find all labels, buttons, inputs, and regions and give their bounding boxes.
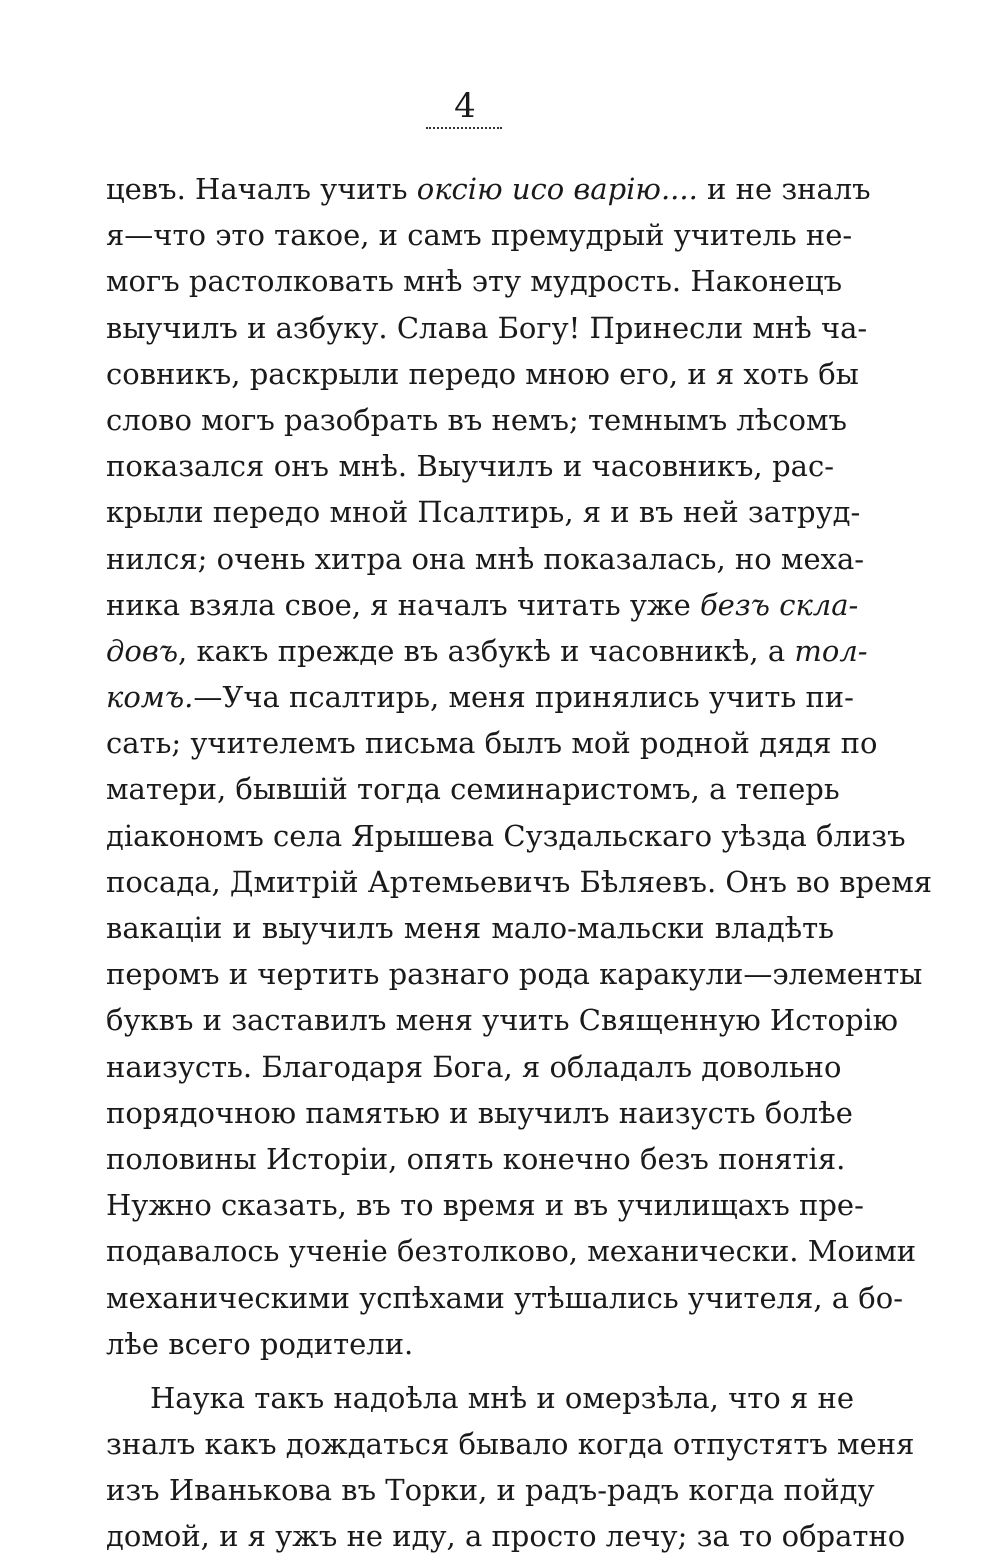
text-segment: я—что это такое, и самъ премудрый учитель не- <box>106 218 853 253</box>
text-segment: Наука такъ надоѣла мнѣ и омерзѣла, что я не <box>150 1380 854 1415</box>
text-segment: изъ Иванькова въ Торки, и радъ-радъ когда пойду <box>106 1473 875 1508</box>
text-segment: порядочною памятью и выучилъ наизусть болѣе <box>106 1095 853 1130</box>
text-segment: вакаціи и выучилъ меня мало-мальски владѣть <box>106 911 834 945</box>
text-line <box>106 1044 842 1090</box>
text-segment: крыли передо мной Псалтирь, я и въ ней затруд- <box>106 495 861 530</box>
body-text <box>106 166 933 1560</box>
italic-text-segment: оксію исо варію.... <box>416 172 698 206</box>
text-segment: могъ растолковать мнѣ эту мудрость. Наконецъ <box>106 264 843 299</box>
text-line <box>106 582 859 628</box>
text-segment: лѣе всего родители. <box>106 1326 414 1361</box>
text-segment: показался онъ мнѣ. Выучилъ и часовникъ, рас- <box>106 449 834 484</box>
text-line <box>106 1136 846 1182</box>
text-line <box>106 674 854 720</box>
text-segment: —Уча псалтирь, меня принялись учить пи- <box>193 680 854 715</box>
text-line <box>106 1275 904 1321</box>
text-line <box>106 351 859 397</box>
text-segment: совникъ, раскрыли передо мною его, и я хоть бы <box>106 356 859 391</box>
page-number-rule <box>426 127 502 129</box>
text-segment: , какъ прежде въ азбукѣ и часовникѣ, а <box>178 633 795 668</box>
text-segment: подавалось ученіе безтолково, механически. Моими <box>106 1234 917 1269</box>
text-line <box>106 166 871 212</box>
text-segment: выучилъ и азбуку. Слава Богу! Принесли мнѣ ча- <box>106 310 868 345</box>
text-line <box>106 536 865 582</box>
text-line <box>106 397 848 443</box>
text-segment: половины Исторіи, опять конечно безъ понятія. <box>106 1141 846 1176</box>
text-segment: цевъ. Началъ учить <box>106 172 417 206</box>
text-line <box>106 1321 834 1367</box>
text-segment: наизусть. Благодаря Бога, я обладалъ довольно <box>106 1049 842 1084</box>
text-segment: сать; учителемъ письма былъ мой родной дядя по <box>106 726 878 761</box>
text-line <box>106 859 933 905</box>
italic-text-segment: безъ скла- <box>699 587 859 622</box>
text-line <box>106 258 843 304</box>
text-line <box>106 1421 915 1467</box>
text-line <box>106 951 923 997</box>
text-segment: перомъ и чертить разнаго рода каракули—элементы <box>106 957 923 992</box>
text-segment: нился; очень хитра она мнѣ показалась, но меха- <box>106 541 865 576</box>
text-line <box>106 212 853 258</box>
text-line <box>106 1182 864 1228</box>
text-segment: буквъ и заставилъ меня учить Священную Исторію <box>106 1003 899 1038</box>
text-line <box>106 1090 853 1136</box>
text-segment: ника взяла свое, я началъ читать уже <box>106 587 700 622</box>
text-line <box>106 905 834 951</box>
text-segment: механическими успѣхами утѣшались учителя, а бо- <box>106 1280 904 1315</box>
text-line <box>106 1228 917 1274</box>
page-number: 4 <box>454 86 476 126</box>
text-line <box>106 720 878 766</box>
text-line <box>106 1375 854 1421</box>
text-segment: слово могъ разобрать въ немъ; темнымъ лѣсомъ <box>106 402 848 437</box>
text-line <box>106 997 899 1043</box>
text-line <box>106 1467 875 1513</box>
text-line <box>106 628 868 674</box>
text-line <box>106 766 840 812</box>
text-segment: и не зналъ <box>697 172 871 206</box>
text-segment: домой, и я ужъ не иду, а просто лечу; за то обратно <box>106 1519 906 1554</box>
text-segment: Нужно сказать, въ то время и въ училищахъ пре- <box>106 1188 864 1223</box>
text-segment: посада, Дмитрій Артемьевичъ Бѣляевъ. Онъ во время <box>106 864 933 899</box>
italic-text-segment: довъ <box>106 633 179 668</box>
text-line <box>106 1513 906 1559</box>
paragraph <box>106 166 933 1367</box>
text-segment: зналъ какъ дождаться бывало когда отпустятъ меня <box>106 1427 915 1462</box>
text-line <box>106 305 868 351</box>
text-segment: матери, бывшій тогда семинаристомъ, а теперь <box>106 772 840 807</box>
text-line <box>106 813 906 859</box>
text-line <box>106 443 834 489</box>
italic-text-segment: комъ. <box>106 680 194 715</box>
paragraph <box>106 1375 915 1560</box>
italic-text-segment: тол- <box>794 633 868 668</box>
text-line <box>106 489 861 535</box>
text-segment: діакономъ села Ярышева Суздальскаго уѣзда близъ <box>106 818 906 853</box>
